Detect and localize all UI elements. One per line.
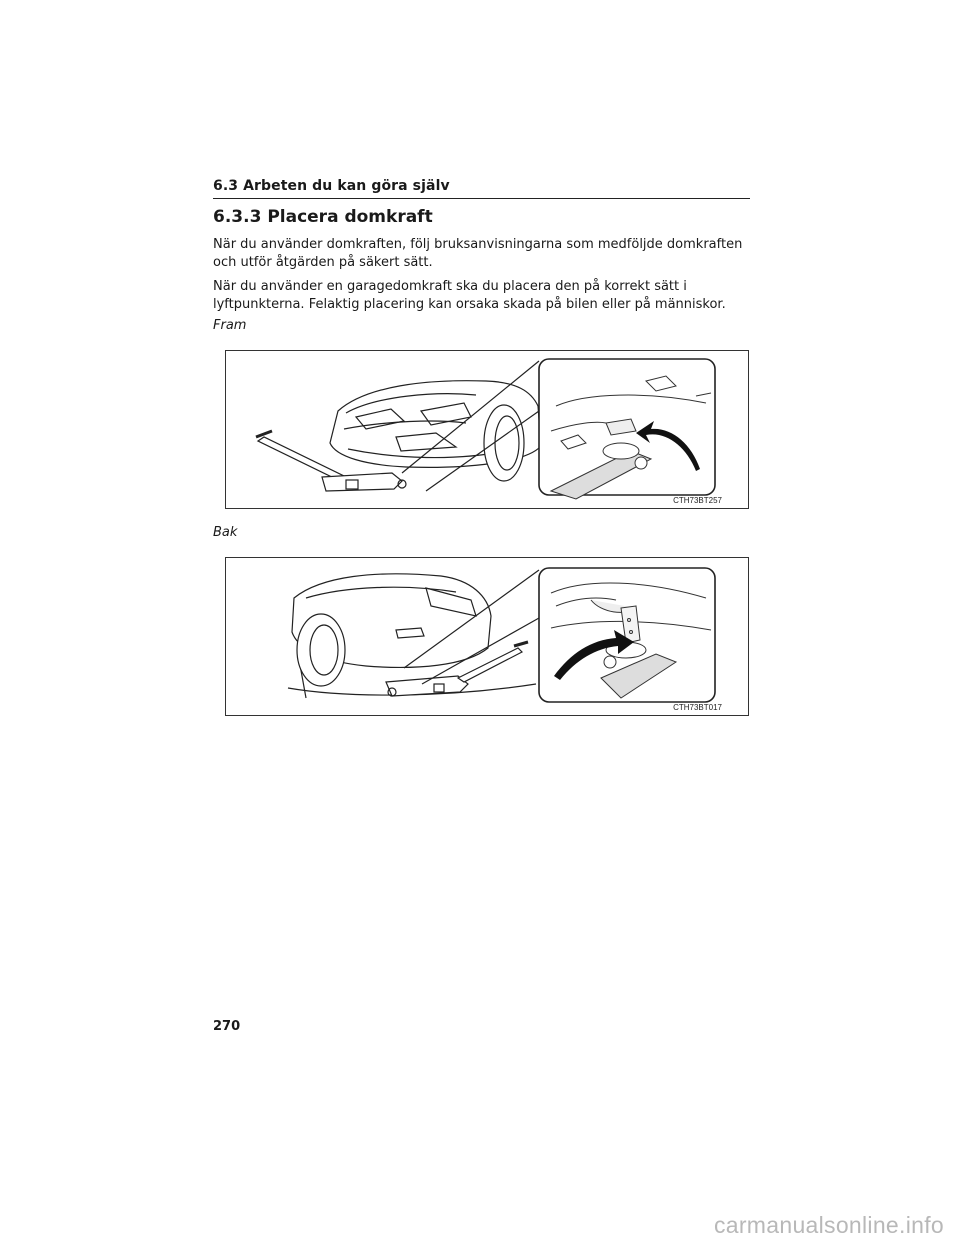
front-jack-illustration [226, 351, 750, 510]
section-divider [213, 198, 750, 199]
watermark-text: carmanualsonline.info [713, 1212, 944, 1238]
watermark-bar [0, 1212, 960, 1242]
figure-code: CTH73BT257 [673, 496, 722, 505]
section-header: 6.3 Arbeten du kan göra själv [213, 178, 450, 194]
subsection-title: 6.3.3 Placera domkraft [213, 207, 433, 227]
paragraph-jack-instructions: När du använder domkraften, följ bruksanvisningarna som medföljde domkraften och utför åtgärden på säkert sätt. [213, 237, 743, 270]
page-number: 270 [213, 1019, 241, 1034]
figure-label-rear: Bak [213, 525, 238, 540]
rear-jack-illustration [226, 558, 750, 717]
figure-code: CTH73BT017 [673, 703, 722, 712]
figure-front-jack-point [225, 350, 749, 509]
figure-rear-jack-point [225, 557, 749, 716]
figure-label-front: Fram [213, 318, 247, 333]
paragraph-garage-jack-warning: När du använder en garagedomkraft ska du placera den på korrekt sätt i lyftpunkterna. Felaktig placering kan orsaka skada på bilen eller på människor. [213, 279, 726, 312]
